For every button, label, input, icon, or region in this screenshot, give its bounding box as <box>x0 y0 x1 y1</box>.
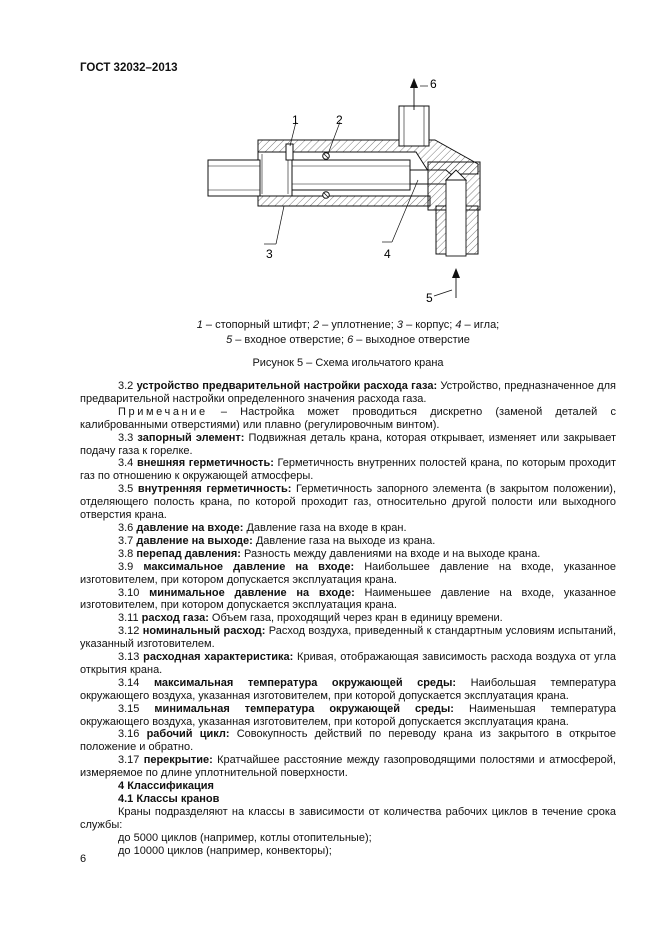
paragraph <box>80 548 616 561</box>
section-title: Классификация <box>127 780 214 793</box>
figure-legend <box>80 318 616 347</box>
note-text: – Настройка может проводиться дискретно (заменой деталей с калиброванными отверстиями) или плавно (регулировочным винтом). <box>80 405 616 431</box>
clause-number: 3.13 <box>118 651 140 664</box>
term: расход газа: <box>141 612 209 625</box>
clause-number: 3.5 <box>118 483 134 496</box>
figure-label-1: 1 <box>292 113 299 127</box>
paragraph <box>80 457 616 483</box>
clause-number: 3.9 <box>118 560 134 573</box>
definition: Устройство, предназначенное для предварительной настройки определенного значения расхода газа. <box>80 380 616 405</box>
term: устройство предварительной настройки расхода газа: <box>136 380 438 392</box>
figure-label-3: 3 <box>266 247 273 261</box>
definition: Наименьшее давление на входе, указанное изготовителем, при котором допускается эксплуатация крана. <box>80 586 616 612</box>
definition: Давление газа на входе в кран. <box>243 521 407 534</box>
term: перекрытие: <box>143 754 213 767</box>
needle-valve-diagram <box>180 74 500 310</box>
paragraph <box>80 483 616 522</box>
legend-line-1 <box>80 318 616 333</box>
term: давление на входе: <box>136 521 244 534</box>
paragraph <box>80 651 616 677</box>
legend-text: – входное отверстие; <box>232 333 348 346</box>
legend-text: – уплотнение; <box>319 319 397 331</box>
term: давление на выходе: <box>136 534 253 547</box>
clause-number: 3.4 <box>118 457 134 470</box>
paragraph <box>80 677 616 703</box>
clause-number: 3.3 <box>118 431 134 444</box>
legend-text: – стопорный штифт; <box>202 319 313 331</box>
list-item: до 10000 циклов (например, конвекторы); <box>118 844 332 857</box>
paragraph <box>80 561 616 587</box>
term: максимальное давление на входе: <box>143 560 355 573</box>
clause-number: 3.17 <box>118 754 140 767</box>
paragraph <box>80 612 616 625</box>
definition: Подвижная деталь крана, которая открывает, изменяет или закрывает подачу газа к горелке. <box>80 431 616 457</box>
paragraph <box>80 432 616 458</box>
clause-number: 3.11 <box>118 612 139 625</box>
definition: Расход воздуха, приведенный к стандартным условиям испытаний, указанный изготовителем. <box>80 625 617 651</box>
term: номинальный расход: <box>142 625 266 638</box>
figure-caption: Рисунок 5 – Схема игольчатого крана <box>252 357 444 369</box>
definition: Кривая, отображающая зависимость расхода воздуха от угла открытия крана. <box>80 651 616 676</box>
definition: Герметичность запорного элемента (в закрытом положении), отделяющего полость крана, по которой проходит газ, относительно другой полости или выходного отверстия крана. <box>80 483 617 522</box>
definition: Разность между давлениями на входе и на выходе крана. <box>240 547 541 560</box>
term: запорный элемент: <box>137 431 245 444</box>
definition: Объем газа, проходящий через кран в единицу времени. <box>208 612 503 625</box>
section-number: 4 <box>118 780 125 793</box>
definition: Наибольшее давление на входе, указанное изготовителем, при котором допускается эксплуатация крана. <box>80 560 616 586</box>
body-text <box>80 380 616 858</box>
legend-num: 1 <box>196 319 203 331</box>
subsection-title: Классы кранов <box>136 793 220 805</box>
legend-num: 6 <box>347 333 354 346</box>
note-paragraph <box>80 406 616 432</box>
legend-text: – корпус; <box>403 319 456 331</box>
paragraph <box>80 625 616 651</box>
legend-num: 4 <box>455 319 462 331</box>
term: рабочий цикл: <box>146 728 230 741</box>
paragraph <box>80 728 616 754</box>
paragraph <box>80 587 616 613</box>
clause-number: 3.12 <box>118 625 140 638</box>
term: внутренняя герметичность: <box>137 483 292 496</box>
term: расходная характеристика: <box>143 651 294 664</box>
legend-text: – игла; <box>461 319 500 331</box>
paragraph <box>80 535 616 548</box>
paragraph <box>80 380 616 406</box>
term: минимальная температура окружающей среды: <box>154 702 454 715</box>
legend-num: 2 <box>312 319 320 331</box>
page-number: 6 <box>80 853 87 865</box>
clause-number: 3.7 <box>118 534 134 547</box>
clause-number: 3.16 <box>118 728 140 741</box>
term: максимальная температура окружающей среды: <box>153 676 457 689</box>
paragraph <box>80 703 616 729</box>
clause-number: 3.14 <box>118 676 140 689</box>
subsection-heading <box>80 793 616 806</box>
paragraph <box>80 754 616 780</box>
standard-header: ГОСТ 32032–2013 <box>80 62 178 74</box>
section-heading <box>80 780 616 793</box>
subsection-number: 4.1 <box>118 793 134 805</box>
figure-label-4: 4 <box>384 247 391 261</box>
figure-label-2: 2 <box>336 113 343 127</box>
term: внешняя герметичность: <box>136 457 274 470</box>
clause-number: 3.10 <box>118 586 140 599</box>
clause-number: 3.8 <box>118 547 134 560</box>
definition: Герметичность внутренних полостей крана, по которым проходит газ по отношению к окружающей атмосферы. <box>80 457 617 483</box>
legend-num: 3 <box>396 319 404 331</box>
legend-num: 5 <box>226 333 233 346</box>
figure-label-5: 5 <box>426 291 433 305</box>
clause-number: 3.2 <box>118 380 134 392</box>
clause-number: 3.6 <box>118 521 134 534</box>
paragraph <box>80 522 616 535</box>
definition: Кратчайшее расстояние между газопроводящими полостями и атмосферой, измеряемое по длине уплотнительной поверхности. <box>80 754 616 780</box>
legend-text: – выходное отверстие <box>353 333 470 346</box>
clause-number: 3.15 <box>118 702 140 715</box>
definition: Наибольшая температура окружающего воздуха, указанная изготовителем, при которой допускается эксплуатация крана. <box>80 676 616 702</box>
list-item: до 5000 циклов (например, котлы отопительные); <box>118 831 372 844</box>
paragraph: Краны подразделяют на классы в зависимости от количества рабочих циклов в течение срока службы: <box>80 805 616 831</box>
definition: Совокупность действий по переводу крана из закрытого в открытое положение и обратно. <box>80 728 617 754</box>
legend-line-2 <box>80 333 616 348</box>
term: перепад давления: <box>136 547 241 560</box>
definition: Наименьшая температура окружающего воздуха, указанная изготовителем, при которой допускается эксплуатация крана. <box>80 702 617 728</box>
figure-label-6: 6 <box>430 77 437 91</box>
note-label: Примечание <box>118 405 208 418</box>
definition: Давление газа на выходе из крана. <box>252 534 436 547</box>
term: минимальное давление на входе: <box>149 586 355 599</box>
